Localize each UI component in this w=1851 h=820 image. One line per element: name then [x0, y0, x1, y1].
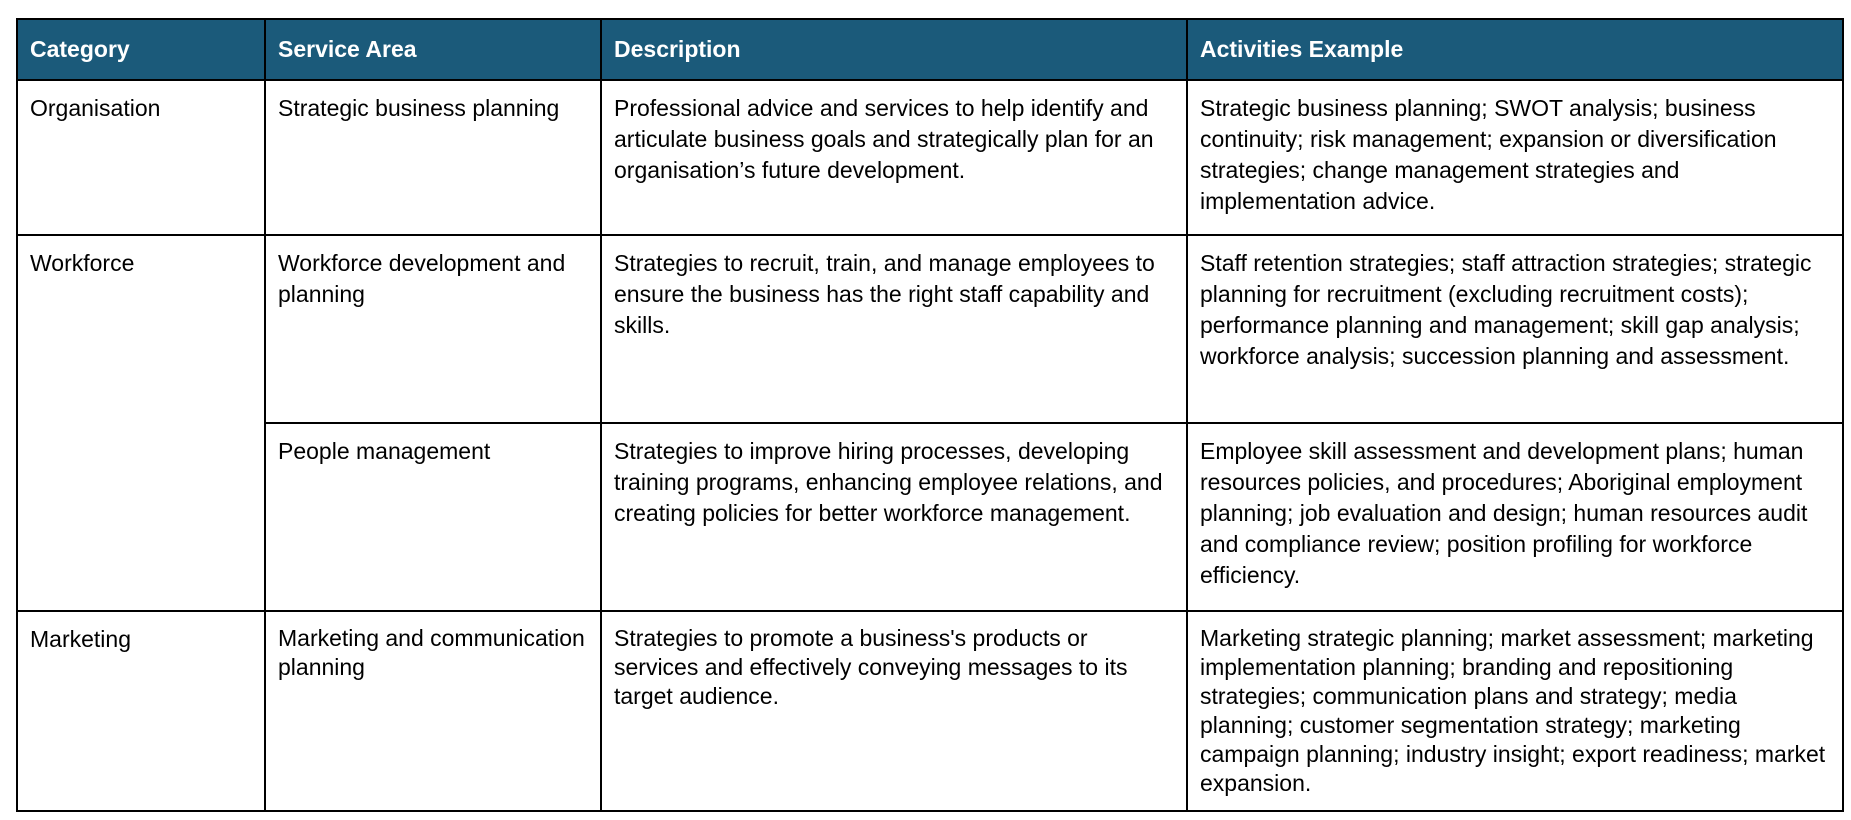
table-row	[17, 235, 1843, 423]
header-category: Category	[17, 19, 265, 80]
header-activities-example: Activities Example	[1187, 19, 1843, 80]
description-cell: Strategies to recruit, train, and manage employees to ensure the business has the right staff capability and skills.	[601, 235, 1187, 423]
service-area-cell: Strategic business planning	[265, 80, 601, 235]
header-description: Description	[601, 19, 1187, 80]
service-area-cell: Workforce development and planning	[265, 235, 601, 423]
activities-cell: Staff retention strategies; staff attraction strategies; strategic planning for recruitment (excluding recruitment costs); performance planning and management; skill gap analysis; workforce analysis; succession planning and assessment.	[1187, 235, 1843, 423]
activities-cell: Employee skill assessment and development plans; human resources policies, and procedures; Aboriginal employment planning; job evaluation and design; human resources audit and compliance review; position profiling for workforce efficiency.	[1187, 423, 1843, 611]
description-cell: Strategies to promote a business's products or services and effectively conveying messages to its target audience.	[601, 611, 1187, 811]
service-area-cell: Marketing and communication planning	[265, 611, 601, 811]
description-cell: Professional advice and services to help identify and articulate business goals and strategically plan for an organisation’s future development.	[601, 80, 1187, 235]
activities-cell: Marketing strategic planning; market assessment; marketing implementation planning; branding and repositioning strategies; communication plans and strategy; media planning; customer segmentation strategy; marketing campaign planning; industry insight; export readiness; market expansion.	[1187, 611, 1843, 811]
table-body	[17, 80, 1843, 811]
table-row	[17, 80, 1843, 235]
activities-cell: Strategic business planning; SWOT analysis; business continuity; risk management; expansion or diversification strategies; change management strategies and implementation advice.	[1187, 80, 1843, 235]
header-row	[17, 19, 1843, 80]
services-table	[16, 18, 1844, 812]
category-cell: Workforce	[17, 235, 265, 611]
category-cell: Marketing	[17, 611, 265, 811]
category-cell: Organisation	[17, 80, 265, 235]
service-area-cell: People management	[265, 423, 601, 611]
table-row	[17, 611, 1843, 811]
header-service-area: Service Area	[265, 19, 601, 80]
table-header	[17, 19, 1843, 80]
description-cell: Strategies to improve hiring processes, developing training programs, enhancing employee relations, and creating policies for better workforce management.	[601, 423, 1187, 611]
table-row	[17, 423, 1843, 611]
